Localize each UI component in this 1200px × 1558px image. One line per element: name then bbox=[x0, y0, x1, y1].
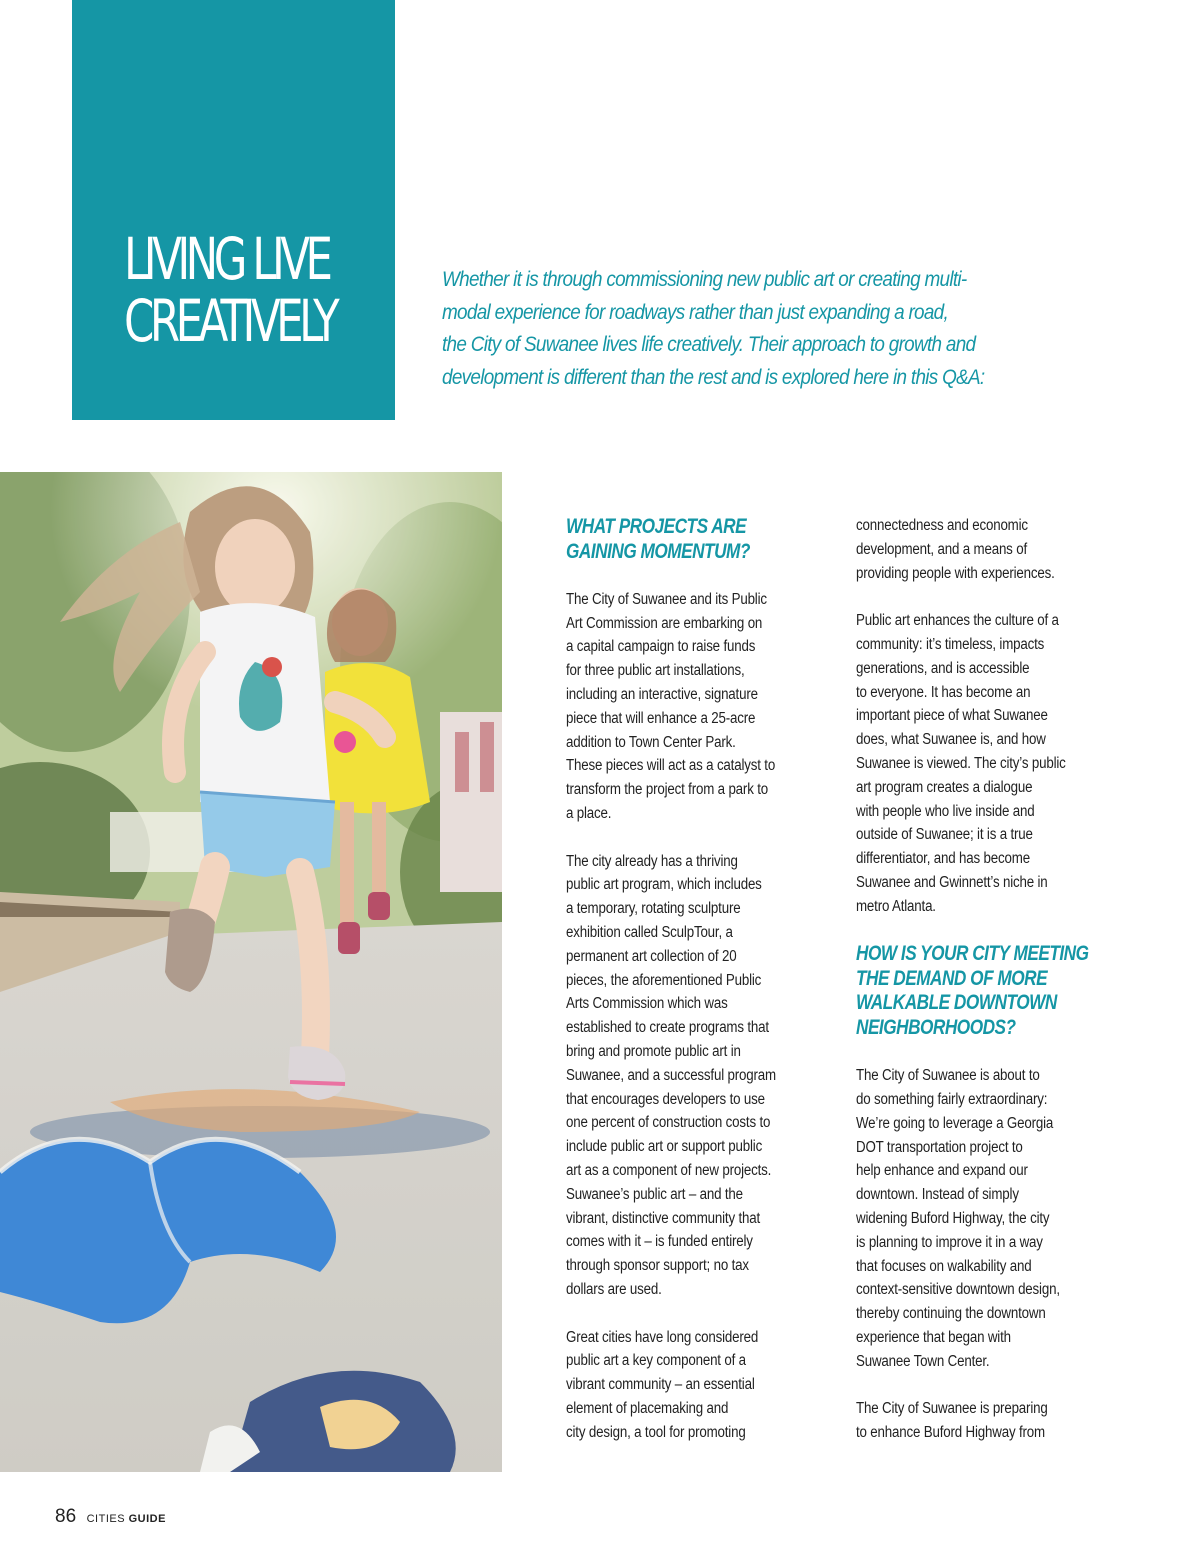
text-line: The city already has a thriving bbox=[566, 852, 738, 870]
text-line: DOT transportation project to bbox=[856, 1138, 1023, 1156]
text-line: a place. bbox=[566, 804, 612, 822]
paragraph bbox=[566, 588, 886, 826]
page-title bbox=[124, 225, 336, 355]
publication-name bbox=[87, 1513, 166, 1525]
text-line: pieces, the aforementioned Public bbox=[566, 971, 762, 989]
text-line: providing people with experiences. bbox=[856, 564, 1055, 582]
text-line: bring and promote public art in bbox=[566, 1042, 741, 1060]
text-line: through sponsor support; no tax bbox=[566, 1257, 749, 1275]
section-heading-projects bbox=[566, 515, 886, 564]
title-line-2: CREATIVELY bbox=[124, 287, 336, 355]
text-line: We’re going to leverage a Georgia bbox=[856, 1114, 1054, 1132]
body-column-2 bbox=[856, 514, 1176, 1445]
text-line: public art a key component of a bbox=[566, 1352, 746, 1370]
text-line: thereby continuing the downtown bbox=[856, 1305, 1046, 1323]
text-line: Suwanee’s public art – and the bbox=[566, 1185, 743, 1203]
children-running-photo bbox=[0, 472, 502, 1472]
text-line: development, and a means of bbox=[856, 540, 1027, 558]
paragraph bbox=[856, 514, 1176, 585]
text-line: piece that will enhance a 25-acre bbox=[566, 709, 756, 727]
intro-line: Whether it is through commissioning new public art or creating multi- bbox=[442, 267, 967, 291]
text-line: addition to Town Center Park. bbox=[566, 733, 736, 751]
paragraph bbox=[566, 850, 886, 1302]
text-line: to everyone. It has become an bbox=[856, 683, 1031, 701]
text-line: with people who live inside and bbox=[856, 802, 1035, 820]
text-line: is planning to improve it in a way bbox=[856, 1233, 1043, 1251]
heading-line: THE DEMAND OF MORE bbox=[856, 966, 1048, 990]
title-line-1: LIVING LIVE bbox=[124, 225, 329, 293]
intro-line: modal experience for roadways rather than just expanding a road, bbox=[442, 299, 949, 324]
paragraph bbox=[856, 1064, 1176, 1373]
text-line: downtown. Instead of simply bbox=[856, 1186, 1019, 1204]
text-line: that encourages developers to use bbox=[566, 1090, 765, 1108]
title-block bbox=[72, 0, 395, 420]
text-line: The City of Suwanee is about to bbox=[856, 1067, 1040, 1085]
text-line: that focuses on walkability and bbox=[856, 1257, 1032, 1275]
text-line: Suwanee is viewed. The city’s public bbox=[856, 754, 1066, 772]
text-line: community: it’s timeless, impacts bbox=[856, 635, 1045, 653]
publication-name-bold: GUIDE bbox=[128, 1513, 166, 1525]
text-line: The City of Suwanee and its Public bbox=[566, 590, 767, 608]
text-line: art as a component of new projects. bbox=[566, 1161, 772, 1179]
body-column-1 bbox=[566, 515, 886, 1444]
paragraph bbox=[566, 1326, 886, 1445]
text-line: public art program, which includes bbox=[566, 876, 762, 894]
heading-line: WALKABLE DOWNTOWN bbox=[856, 991, 1057, 1015]
text-line: dollars are used. bbox=[566, 1280, 662, 1298]
text-line: art program creates a dialogue bbox=[856, 778, 1033, 796]
paragraph bbox=[856, 609, 1176, 918]
text-line: vibrant community – an essential bbox=[566, 1376, 755, 1394]
text-line: Art Commission are embarking on bbox=[566, 614, 763, 632]
text-line: a temporary, rotating sculpture bbox=[566, 900, 741, 918]
intro-line: the City of Suwanee lives life creatively. Their approach to growth and bbox=[442, 332, 976, 356]
text-line: comes with it – is funded entirely bbox=[566, 1233, 753, 1251]
publication-name-light: CITIES bbox=[86, 1513, 126, 1525]
paragraph bbox=[856, 1397, 1176, 1445]
text-line: established to create programs that bbox=[566, 1019, 769, 1037]
photo-illustration bbox=[0, 472, 502, 1472]
text-line: outside of Suwanee; it is a true bbox=[856, 826, 1033, 844]
text-line: Arts Commission which was bbox=[566, 995, 728, 1013]
text-line: experience that began with bbox=[856, 1328, 1011, 1346]
text-line: context-sensitive downtown design, bbox=[856, 1281, 1060, 1299]
text-line: widening Buford Highway, the city bbox=[856, 1209, 1050, 1227]
text-line: differentiator, and has become bbox=[856, 850, 1030, 868]
text-line: include public art or support public bbox=[566, 1138, 763, 1156]
text-line: to enhance Buford Highway from bbox=[856, 1424, 1045, 1442]
text-line: important piece of what Suwanee bbox=[856, 707, 1048, 725]
text-line: city design, a tool for promoting bbox=[566, 1423, 746, 1441]
heading-line: WHAT PROJECTS ARE bbox=[566, 515, 747, 538]
text-line: vibrant, distinctive community that bbox=[566, 1209, 761, 1227]
heading-line: NEIGHBORHOODS? bbox=[856, 1015, 1016, 1039]
text-line: Public art enhances the culture of a bbox=[856, 612, 1059, 630]
page-footer bbox=[55, 1506, 166, 1528]
text-line: a capital campaign to raise funds bbox=[566, 638, 756, 656]
text-line: These pieces will act as a catalyst to bbox=[566, 757, 776, 775]
intro-deck bbox=[442, 263, 1111, 393]
text-line: transform the project from a park to bbox=[566, 781, 768, 799]
heading-line: HOW IS YOUR CITY MEETING bbox=[856, 942, 1089, 966]
text-line: Suwanee Town Center. bbox=[856, 1352, 990, 1370]
text-line: for three public art installations, bbox=[566, 662, 745, 680]
heading-line: GAINING MOMENTUM? bbox=[566, 539, 750, 563]
page-number: 86 bbox=[55, 1506, 77, 1527]
section-heading-walkable bbox=[856, 942, 1176, 1040]
text-line: Great cities have long considered bbox=[566, 1328, 759, 1346]
text-line: Suwanee and Gwinnett’s niche in bbox=[856, 873, 1048, 891]
text-line: including an interactive, signature bbox=[566, 685, 758, 703]
text-line: The City of Suwanee is preparing bbox=[856, 1400, 1048, 1418]
text-line: do something fairly extraordinary: bbox=[856, 1090, 1048, 1108]
text-line: generations, and is accessible bbox=[856, 659, 1030, 677]
text-line: permanent art collection of 20 bbox=[566, 947, 737, 965]
text-line: Suwanee, and a successful program bbox=[566, 1066, 776, 1084]
text-line: metro Atlanta. bbox=[856, 897, 936, 915]
text-line: element of placemaking and bbox=[566, 1399, 729, 1417]
text-line: exhibition called SculpTour, a bbox=[566, 923, 733, 941]
text-line: one percent of construction costs to bbox=[566, 1114, 771, 1132]
text-line: connectedness and economic bbox=[856, 517, 1028, 534]
text-line: help enhance and expand our bbox=[856, 1162, 1028, 1180]
intro-line: development is different than the rest and is explored here in this Q&A: bbox=[442, 364, 985, 389]
text-line: does, what Suwanee is, and how bbox=[856, 731, 1046, 749]
